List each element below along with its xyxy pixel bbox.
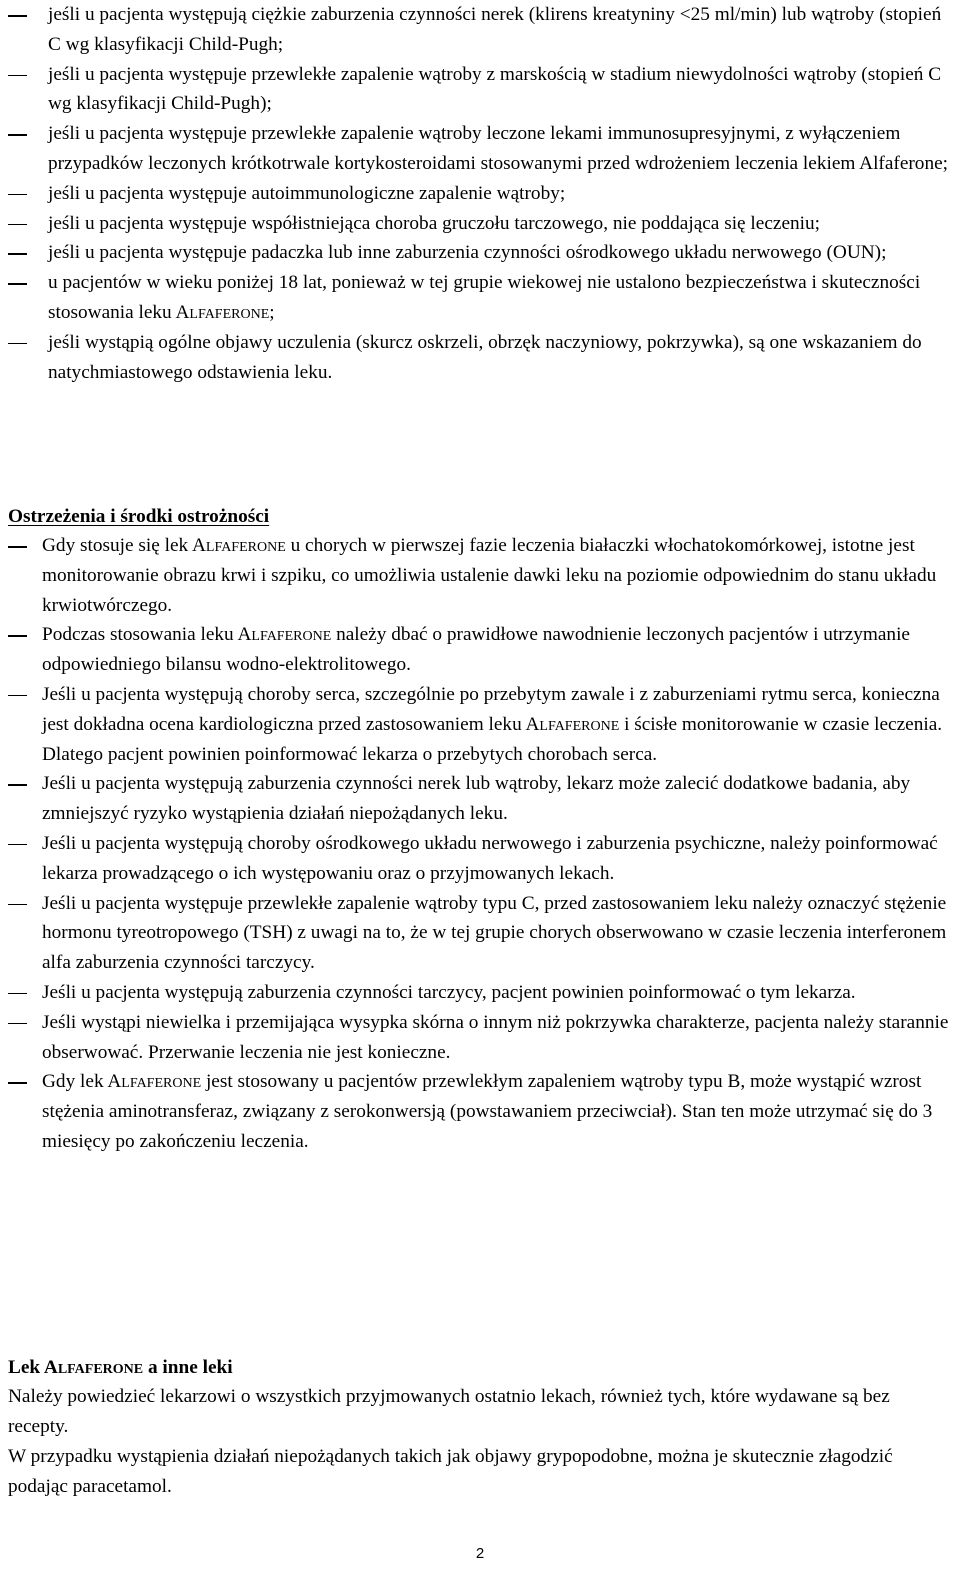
list-item [8,268,953,328]
drug-name: lfaferone [539,713,620,735]
item-text: jeśli wystąpią ogólne objawy uczulenia (skurcz oskrzeli, obrzęk naczyniowy, pokrzywka), są one wskazaniem do natychmiastowego odstawienia leku. [48,331,922,383]
item-text: Jeśli u pacjenta występują zaburzenia czynności nerek lub wątroby, lekarz może zalecić dodatkowe badania, aby zmniejszyć ryzyko wystąpienia działań niepożądanych leku. [42,773,911,825]
list-item [8,179,953,209]
item-text: jeśli u pacjenta występuje przewlekłe zapalenie wątroby z marskością w stadium niewydolności wątroby (stopień C wg klasyfikacji Child-Pugh); [48,63,942,115]
item-text: Gdy stosuje się lek A [42,535,206,556]
dash-bullet-icon [8,1082,27,1084]
dash-bullet-icon [8,75,27,77]
dash-bullet-icon [8,283,27,285]
list-item [8,889,953,978]
drug-name: lfaferone [189,301,270,323]
dash-bullet-icon [8,343,27,345]
item-text: jest stosowany u pacjentów przewlekłym zapaleniem wątroby typu B, może wystąpić wzrost stężenia aminotransferaz, związany z serokonwersją (powstawaniem przeciwciał). Stan ten może utrzymać się do 3 miesięcy po zakończeniu leczenia. [42,1071,933,1152]
item-text: jeśli u pacjenta występuje autoimmunologiczne zapalenie wątroby; [48,182,566,204]
list-item [8,978,953,1008]
list-item [8,620,953,680]
list-item [8,680,953,769]
item-text: należy dbać o prawidłowe nawodnienie leczonych pacjentów i utrzymanie odpowiedniego bilansu wodno-elektrolitowego. [42,624,910,676]
dash-bullet-icon [8,635,27,637]
item-text: u pacjentów w wieku poniżej 18 lat, ponieważ w tej grupie wiekowej nie ustalono bezpieczeństwa i skuteczności stosowania leku A [48,272,921,323]
list-item [8,1008,953,1068]
list-item [8,60,953,120]
list-item [8,209,953,239]
warnings-list [8,531,953,1157]
item-text: u chorych w pierwszej fazie leczenia białaczki włochatokomórkowej, istotne jest monitorowanie obrazu krwi i szpiku, co umożliwia ustalenie dawki leku na poziomie odpowiednim do stanu układu krwiotwórczego. [42,535,937,616]
dash-bullet-icon [8,253,27,255]
dash-bullet-icon [8,1023,27,1025]
interactions-heading-part-3: a inne leki [143,1357,233,1378]
dash-bullet-icon [8,784,27,786]
list-item [8,531,953,620]
list-item [8,829,953,889]
interactions-heading [8,1353,233,1383]
drug-name: lfaferone [121,1071,202,1093]
dash-bullet-icon [8,993,27,995]
item-text: Jeśli wystąpi niewielka i przemijająca wysypka skórna o innym niż pokrzywka charakterze, pacjenta należy starannie obserwować. Przerwanie leczenia nie jest konieczne. [42,1011,949,1063]
dash-bullet-icon [8,904,27,906]
list-item [8,119,953,179]
dash-bullet-icon [8,194,27,196]
list-item [8,328,953,388]
dash-bullet-icon [8,15,27,17]
list-item [8,238,953,268]
item-text: jeśli u pacjenta występuje padaczka lub inne zaburzenia czynności ośrodkowego układu nerwowego (OUN); [48,242,887,264]
interactions-paragraph-1: Należy powiedzieć lekarzowi o wszystkich przyjmowanych ostatnio lekach, również tych, które wydawane są bez recepty. [8,1386,890,1437]
interactions-heading-part-1: Lek A [8,1357,58,1378]
list-item [8,1067,953,1156]
item-text: jeśli u pacjenta występuje współistniejąca choroba gruczołu tarczowego, nie poddająca się leczeniu; [48,212,821,234]
item-text: Podczas stosowania leku A [42,624,252,646]
drug-name: lfaferone [205,535,286,556]
interactions-paragraph-2: W przypadku wystąpienia działań niepożądanych takich jak objawy grypopodobne, można je skutecznie złagodzić podając paracetamol. [8,1446,893,1497]
drug-name: lfaferone [251,624,332,646]
item-text: i ścisłe monitorowanie w czasie leczenia. Dlatego pacjent powinien poinformować lekarza o przebytych chorobach serca. [42,713,943,765]
item-text: Jeśli u pacjenta występują zaburzenia czynności tarczycy, pacjent powinien poinformować o tym lekarza. [42,981,856,1003]
item-text: Jeśli u pacjenta występują choroby ośrodkowego układu nerwowego i zaburzenia psychiczne, należy poinformować lekarza prowadzącego o ich występowaniu oraz o przyjmowanych lekach. [42,832,938,884]
list-item [8,769,953,829]
dash-bullet-icon [8,695,27,697]
warnings-heading: Ostrzeżenia i środki ostrożności [8,506,270,527]
page-number: 2 [475,1545,485,1562]
item-text: jeśli u pacjenta występuje przewlekłe zapalenie wątroby leczone lekami immunosupresyjnymi, z wyłączeniem przypadków leczonych krótkotrwale kortykosteroidami stosowanymi przed wdrożeniem leczenia lekiem Alfaferone; [48,123,949,174]
dash-bullet-icon [8,134,27,136]
item-text: ; [269,301,275,323]
item-text: jeśli u pacjenta występują ciężkie zaburzenia czynności nerek (klirens kreatyniny <25 ml/min) lub wątroby (stopień C wg klasyfikacji Child-Pugh; [48,4,942,55]
contraindications-list [8,0,953,387]
interactions-heading-drug-name: lfaferone [57,1357,144,1378]
item-text: Jeśli u pacjenta występuje przewlekłe zapalenie wątroby typu C, przed zastosowaniem leku należy oznaczyć stężenie hormonu tyreotropowego (TSH) z uwagi na to, że w tej grupie chorych obserwowano w czasie leczenia interferonem alfa zaburzenia czynności tarczycy. [42,892,947,974]
dash-bullet-icon [8,546,27,548]
item-text: Gdy lek A [42,1071,122,1093]
dash-bullet-icon [8,224,27,226]
list-item [8,0,953,60]
item-text: Jeśli u pacjenta występują choroby serca, szczególnie po przebytym zawale i z zaburzeniami rytmu serca, konieczna jest dokładna ocena kardiologiczna przed zastosowaniem leku A [42,683,940,735]
dash-bullet-icon [8,844,27,846]
